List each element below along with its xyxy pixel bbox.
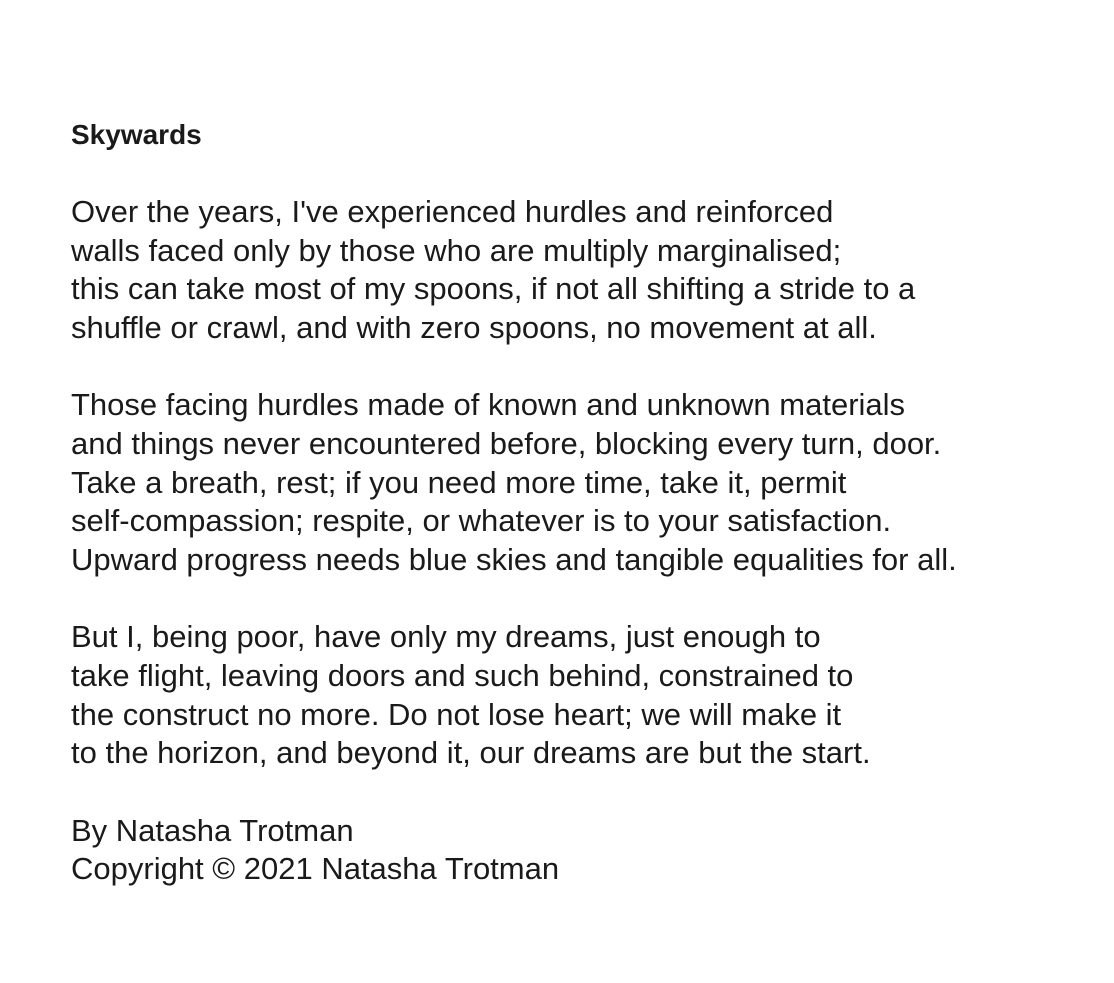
- poem-line: to the horizon, and beyond it, our dreams are but the start.: [71, 735, 871, 771]
- stanza-3: [71, 618, 1071, 772]
- byline-block: [71, 812, 1071, 889]
- poem-line: and things never encountered before, blocking every turn, door.: [71, 425, 942, 461]
- poem-line: this can take most of my spoons, if not all shifting a stride to a: [71, 271, 916, 307]
- poem-title: Skywards: [71, 119, 202, 150]
- poem-line: the construct no more. Do not lose heart; we will make it: [71, 696, 842, 732]
- poem-line: take flight, leaving doors and such behind, constrained to: [71, 657, 854, 693]
- poem-page: [71, 116, 1071, 889]
- stanza-2: [71, 386, 1071, 579]
- poem-line: self-compassion; respite, or whatever is to your satisfaction.: [71, 503, 892, 539]
- copyright-notice: Copyright © 2021 Natasha Trotman: [71, 851, 560, 887]
- poem-line: But I, being poor, have only my dreams, just enough to: [71, 619, 821, 655]
- stanza-1: [71, 193, 1071, 347]
- poem-line: Those facing hurdles made of known and unknown materials: [71, 387, 906, 423]
- poem-line: Upward progress needs blue skies and tangible equalities for all.: [71, 541, 957, 577]
- poem-line: Over the years, I've experienced hurdles and reinforced: [71, 194, 834, 229]
- poem-line: walls faced only by those who are multiply marginalised;: [71, 232, 842, 268]
- poem-line: Take a breath, rest; if you need more time, take it, permit: [71, 464, 847, 500]
- poem-line: shuffle or crawl, and with zero spoons, no movement at all.: [71, 309, 877, 345]
- author-byline: By Natasha Trotman: [71, 812, 354, 848]
